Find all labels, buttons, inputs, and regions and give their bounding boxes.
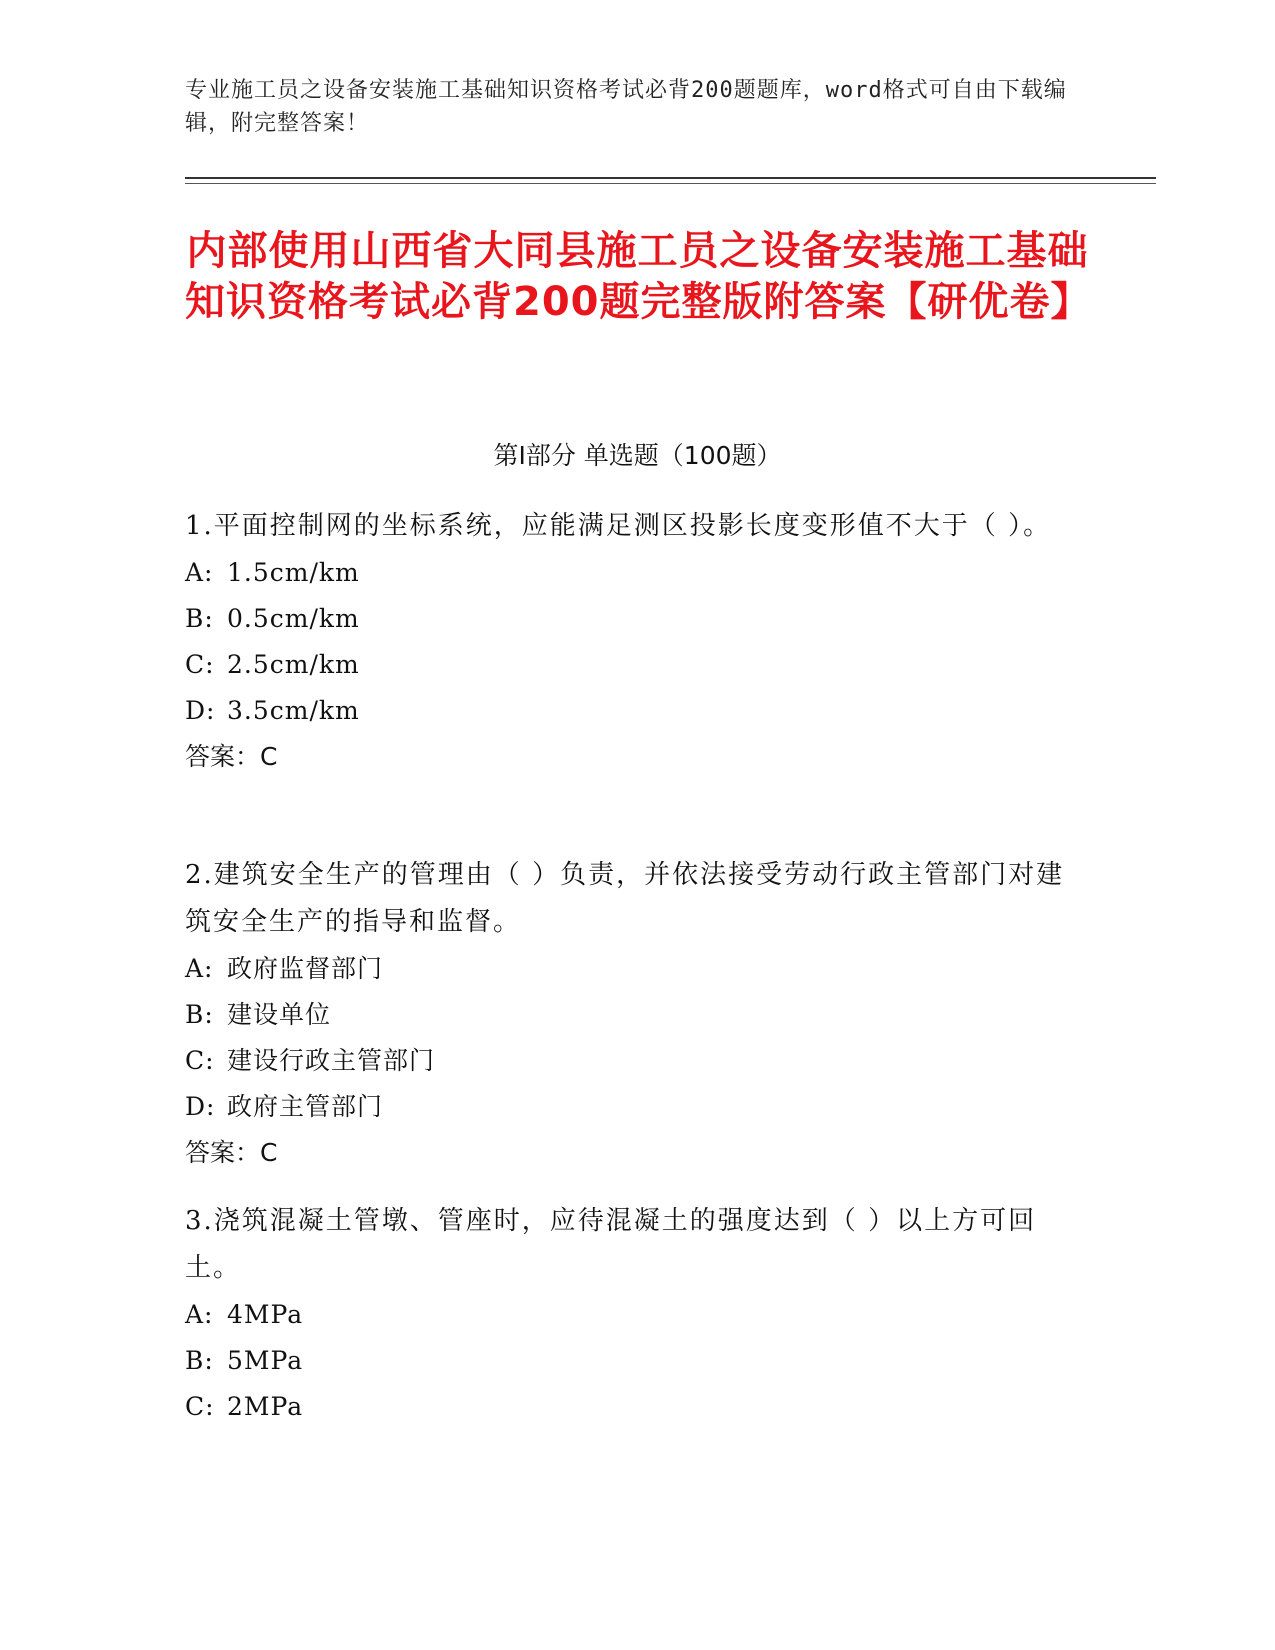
option-key: D: xyxy=(185,1092,216,1121)
option-key: B: xyxy=(185,604,214,633)
question-stem: 1.平面控制网的坐标系统，应能满足测区投影长度变形值不大于（ ）。 xyxy=(185,511,1052,541)
header-divider-thick xyxy=(185,177,1156,179)
question-option-c xyxy=(185,1384,1090,1430)
option-text: 建设单位 xyxy=(227,1000,332,1029)
question-stem: 3.浇筑混凝土管墩、管座时，应待混凝土的强度达到（ ）以上方可回土。 xyxy=(185,1206,1037,1283)
question-option-d xyxy=(185,688,1090,734)
question-answer: 答案：C xyxy=(185,742,278,771)
option-key: A: xyxy=(185,558,214,587)
question-option-c xyxy=(185,1038,1090,1084)
question-answer: 答案：C xyxy=(185,1138,278,1167)
option-key: B: xyxy=(185,1346,214,1375)
question-option-a xyxy=(185,1292,1090,1338)
question-option-b xyxy=(185,596,1090,642)
question-option-c xyxy=(185,642,1090,688)
option-text: 0.5cm/km xyxy=(227,604,360,633)
option-text: 4MPa xyxy=(227,1300,304,1329)
option-key: C: xyxy=(185,1392,215,1421)
question-2 xyxy=(185,852,1090,1176)
option-text: 1.5cm/km xyxy=(227,558,360,587)
header-divider-thin xyxy=(185,183,1156,184)
option-key: C: xyxy=(185,1046,215,1075)
option-key: A: xyxy=(185,954,214,983)
option-text: 建设行政主管部门 xyxy=(227,1046,436,1075)
question-1 xyxy=(185,503,1090,780)
option-key: C: xyxy=(185,650,215,679)
question-option-d xyxy=(185,1084,1090,1130)
option-text: 5MPa xyxy=(227,1346,304,1375)
option-text: 2MPa xyxy=(227,1392,304,1421)
option-key: B: xyxy=(185,1000,214,1029)
option-text: 政府主管部门 xyxy=(227,1092,384,1121)
question-stem: 2.建筑安全生产的管理由（ ）负责，并依法接受劳动行政主管部门对建筑安全生产的指导和监督。 xyxy=(185,860,1065,937)
option-key: A: xyxy=(185,1300,214,1329)
question-3 xyxy=(185,1198,1090,1430)
question-option-a xyxy=(185,946,1090,992)
question-option-b xyxy=(185,992,1090,1038)
section-title: 第I部分 单选题（100题） xyxy=(493,441,782,470)
document-title: 内部使用山西省大同县施工员之设备安装施工基础知识资格考试必背200题完整版附答案【研优卷】 xyxy=(185,228,1092,325)
option-key: D: xyxy=(185,696,216,725)
option-text: 政府监督部门 xyxy=(227,954,384,983)
question-option-b xyxy=(185,1338,1090,1384)
option-text: 3.5cm/km xyxy=(227,696,360,725)
option-text: 2.5cm/km xyxy=(227,650,360,679)
header-note: 专业施工员之设备安装施工基础知识资格考试必背200题题库，word格式可自由下载编辑，附完整答案！ xyxy=(185,78,1067,136)
question-option-a xyxy=(185,550,1090,596)
